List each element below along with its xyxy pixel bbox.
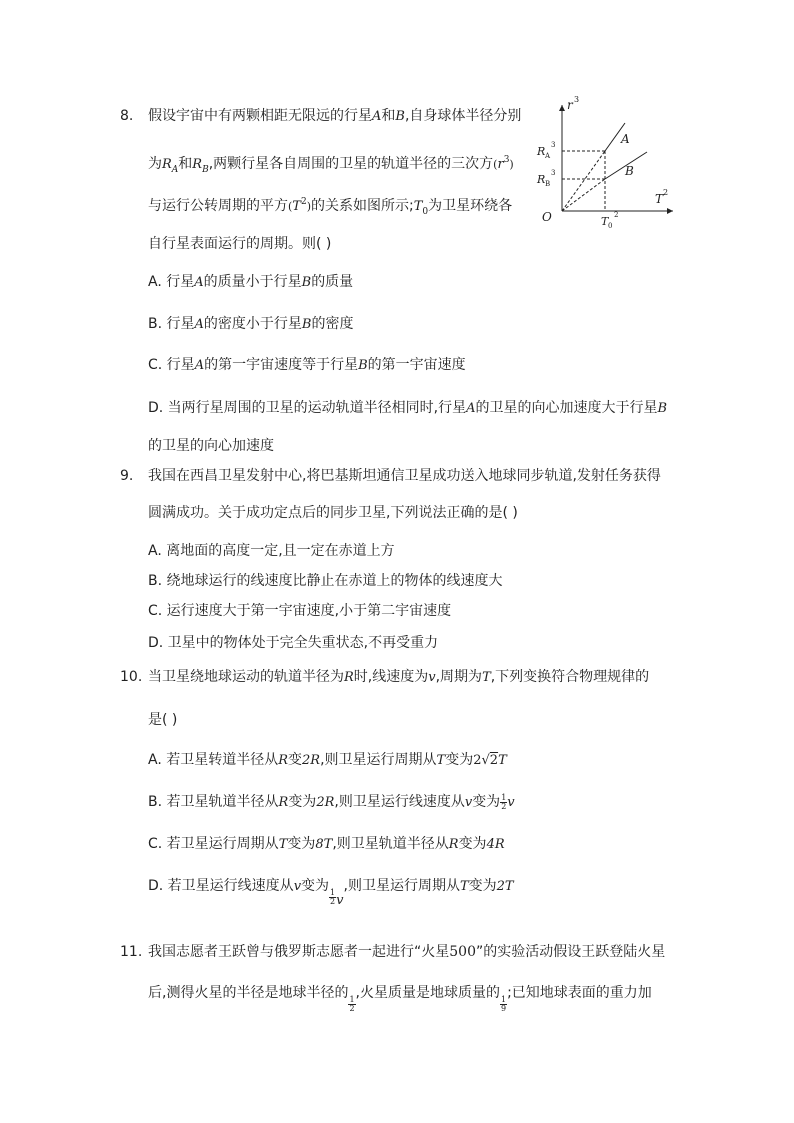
q8-option-a[interactable]: A. 行星A的质量小于行星B的质量: [148, 274, 354, 290]
q10-line-1: 当卫星绕地球运动的轨道半径为R时,线速度为v,周期为T,下列变换符合物理规律的: [148, 669, 650, 685]
t0-sub: 0: [608, 222, 613, 230]
ra-exp: 3: [551, 141, 556, 149]
question-10-number: 10.: [120, 669, 143, 685]
q8-option-c[interactable]: C. 行星A的第一宇宙速度等于行星B的第一宇宙速度: [148, 357, 466, 373]
q9-option-c[interactable]: C. 运行速度大于第一宇宙速度,小于第二宇宙速度: [148, 603, 452, 619]
q10-option-b[interactable]: B. 若卫星轨道半径从R变为2R,则卫星运行线速度从v变为 $\frac{1}{2}$ v: [148, 792, 515, 811]
q9-line-2: 圆满成功。关于成功定点后的同步卫星,下列说法正确的是( ): [148, 505, 518, 521]
ra-sub: A: [545, 152, 551, 160]
ra-label: R: [537, 145, 546, 158]
q8-option-d[interactable]: D. 当两行星周围的卫星的运动轨道半径相同时,行星A的卫星的向心加速度大于行星B: [148, 400, 668, 416]
q9-option-d[interactable]: D. 卫星中的物体处于完全失重状态,不再受重力: [148, 635, 439, 651]
rb-label: R: [537, 173, 546, 186]
x-axis-exp: 2: [663, 188, 669, 197]
rb-exp: 3: [551, 169, 556, 177]
t0-label: T: [601, 215, 609, 228]
fraction-one-half: $\frac{1}{2}$: [501, 792, 507, 811]
rb-sub: B: [545, 180, 551, 188]
q8-line-3: 与运行公转周期的平方$(T^2)$的关系如图所示$;T_0$为卫星环绕各: [148, 197, 513, 217]
q8-line-1: 假设宇宙中有两颗相距无限远的行星A和B,自身球体半径分别: [148, 108, 522, 124]
q8-line-4: 自行星表面运行的周期。则( ): [148, 236, 332, 252]
origin-label: O: [542, 210, 552, 224]
q9-line-1: 我国在西昌卫星发射中心,将巴基斯坦通信卫星成功送入地球同步轨道,发射任务获得: [148, 468, 661, 484]
x-axis-label: T: [655, 192, 664, 206]
line-a-label: A: [621, 132, 630, 146]
q11-line-1: 我国志愿者王跃曾与俄罗斯志愿者一起进行“火星500”的实验活动假设王跃登陆火星: [148, 944, 666, 960]
line-a-dashed: [562, 151, 605, 211]
q8-graph: [525, 95, 685, 235]
line-b-label: B: [625, 164, 634, 178]
q10-option-a[interactable]: A. 若卫星转道半径从R变2R,则卫星运行周期从T变为2√2T: [148, 752, 507, 768]
q10-line-2: 是( ): [148, 712, 178, 728]
q11-line-2: 后,测得火星的半径是地球半径的 $\frac{1}{2}$ ,火星质量是地球质量的 $\frac{1}{9}$ ;已知地球表面的重力加: [148, 985, 652, 1013]
q8-option-d-line-2: 的卫星的向心加速度: [148, 438, 274, 454]
y-axis-label: r: [567, 98, 573, 112]
q10-option-d[interactable]: D. 若卫星运行线速度从v变为 $\frac{1}{2}$ v,则卫星运行周期从T变为2T: [148, 878, 514, 908]
q10-option-c[interactable]: C. 若卫星运行周期从T变为8T,则卫星轨道半径从R变为4R: [148, 836, 505, 852]
fraction-one-half-lowered: $\frac{1}{2}$: [330, 888, 336, 906]
q8-line-2: 为$R_A$和$R_B$,两颗行星各自周围的卫星的轨道半径的三次方$(r^3)$: [148, 155, 514, 175]
fraction-one-half-q11: $\frac{1}{2}$: [349, 995, 355, 1013]
question-9-number: 9.: [120, 468, 134, 484]
q9-option-b[interactable]: B. 绕地球运行的线速度比静止在赤道上的物体的线速度大: [148, 573, 503, 589]
q9-option-a[interactable]: A. 离地面的高度一定,且一定在赤道上方: [148, 543, 395, 559]
line-b-dashed: [562, 179, 605, 211]
t0-exp: 2: [614, 211, 619, 219]
question-8-number: 8.: [120, 108, 134, 124]
y-axis-exp: 3: [574, 95, 580, 104]
fraction-one-ninth-q11: $\frac{1}{9}$: [501, 995, 507, 1013]
question-11-number: 11.: [120, 944, 143, 960]
q8-option-b[interactable]: B. 行星A的密度小于行星B的密度: [148, 316, 354, 332]
